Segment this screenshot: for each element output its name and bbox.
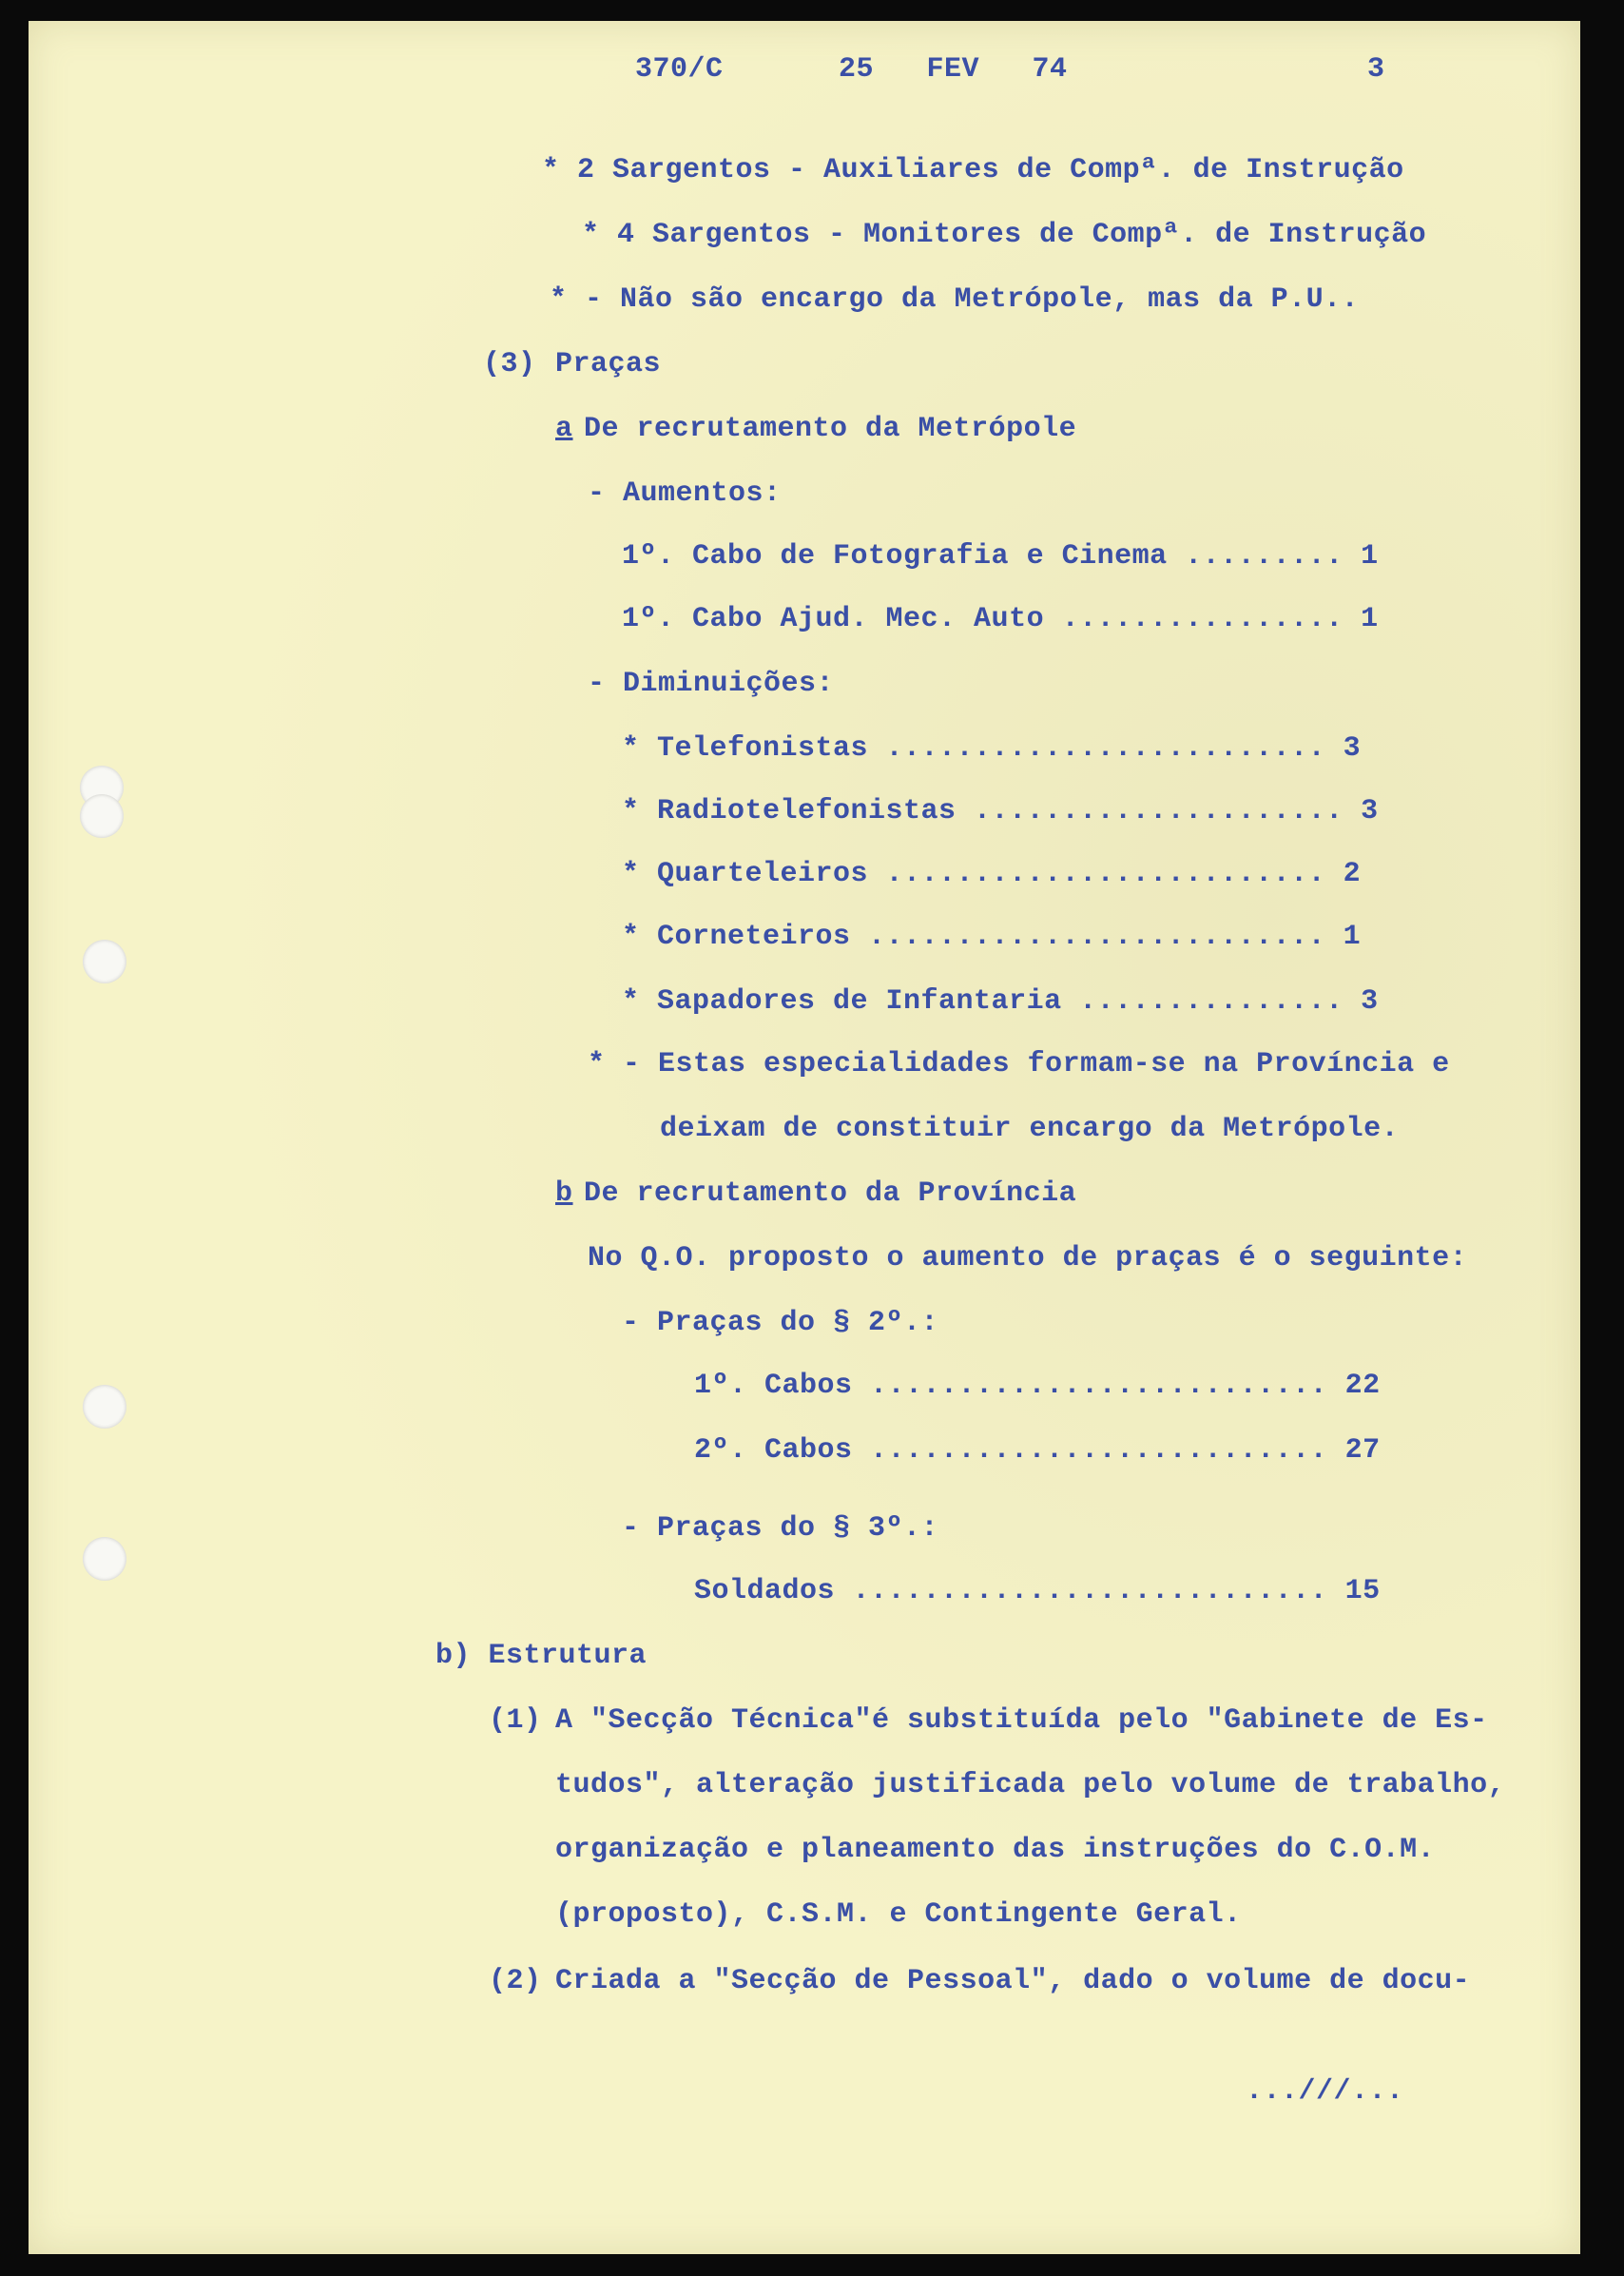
subsection-heading: De recrutamento da Província xyxy=(584,1177,1077,1210)
section-number: (3) xyxy=(483,348,536,380)
subsection-letter: b xyxy=(555,1177,573,1210)
list-item: * Telefonistas ......................... 3 xyxy=(622,732,1362,765)
list-item: 1º. Cabos .......................... 22 xyxy=(694,1370,1381,1402)
section-heading: Praças xyxy=(555,348,662,380)
text-line: No Q.O. proposto o aumento de praças é o seguinte: xyxy=(588,1242,1468,1274)
subsection-heading: De recrutamento da Metrópole xyxy=(584,413,1077,445)
document-date: 25 FEV 74 xyxy=(839,53,1068,86)
list-heading: - Praças do § 2º.: xyxy=(622,1307,939,1339)
punch-hole xyxy=(83,1537,126,1581)
continuation-mark: ...///... xyxy=(1246,2075,1404,2108)
footnote-line: * - Estas especialidades formam-se na Província e xyxy=(588,1048,1450,1080)
paragraph-line: Criada a "Secção de Pessoal", dado o volume de docu- xyxy=(555,1965,1471,1997)
subsection-letter: a xyxy=(555,413,573,445)
paragraph-line: A "Secção Técnica"é substituída pelo "Gabinete de Es- xyxy=(555,1704,1488,1737)
list-item: 1º. Cabo de Fotografia e Cinema ......... 1 xyxy=(622,540,1379,573)
list-item: 1º. Cabo Ajud. Mec. Auto ................ 1 xyxy=(622,603,1379,635)
document-reference: 370/C xyxy=(635,53,724,86)
punch-hole xyxy=(83,1385,126,1429)
list-heading: - Aumentos: xyxy=(588,477,782,510)
paragraph-line: tudos", alteração justificada pelo volume de trabalho, xyxy=(555,1769,1506,1801)
paragraph-line: organização e planeamento das instruções do C.O.M. xyxy=(555,1834,1436,1866)
list-heading: - Diminuições: xyxy=(588,668,835,700)
list-heading: - Praças do § 3º.: xyxy=(622,1512,939,1545)
section-heading: b) Estrutura xyxy=(435,1640,648,1672)
footnote-line: deixam de constituir encargo da Metrópole. xyxy=(660,1113,1400,1145)
item-number: (1) xyxy=(489,1704,542,1737)
punch-hole xyxy=(83,940,126,983)
punch-hole xyxy=(80,794,124,838)
item-number: (2) xyxy=(489,1965,542,1997)
text-line: * 4 Sargentos - Monitores de Compª. de Instrução xyxy=(582,219,1427,251)
footnote-line: * - Não são encargo da Metrópole, mas da P.U.. xyxy=(550,283,1360,316)
page-number: 3 xyxy=(1367,53,1385,86)
list-item: * Radiotelefonistas ..................... 3 xyxy=(622,795,1379,827)
list-item: * Quarteleiros ......................... 2 xyxy=(622,858,1362,890)
list-item: Soldados ........................... 15 xyxy=(694,1575,1381,1607)
paragraph-line: (proposto), C.S.M. e Contingente Geral. xyxy=(555,1898,1242,1931)
list-item: 2º. Cabos .......................... 27 xyxy=(694,1434,1381,1467)
list-item: * Sapadores de Infantaria ............... 3 xyxy=(622,985,1379,1018)
text-line: * 2 Sargentos - Auxiliares de Compª. de Instrução xyxy=(542,154,1404,186)
list-item: * Corneteiros .......................... 1 xyxy=(622,921,1362,953)
